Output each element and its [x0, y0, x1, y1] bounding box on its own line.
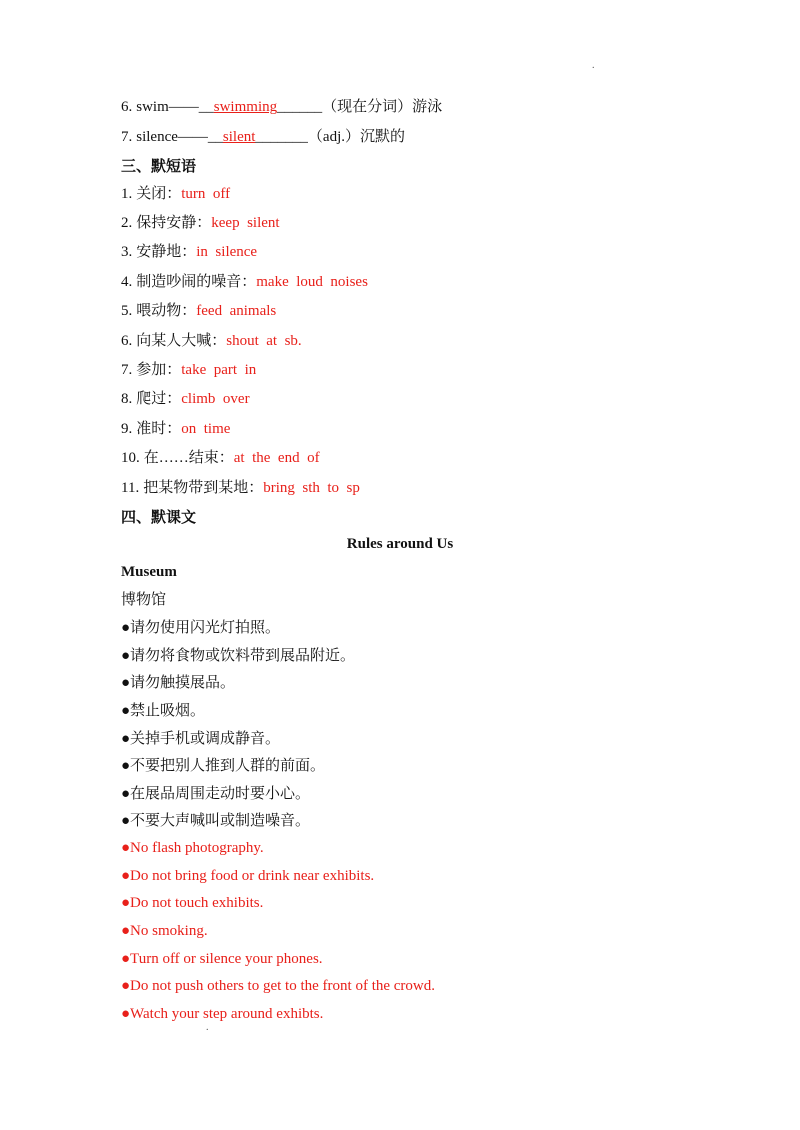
- answer-text: swimming: [213, 99, 278, 115]
- phrase-item: 3. 安静地：in silence: [121, 244, 258, 260]
- section-title: 四、默课文: [121, 508, 197, 526]
- rule-cn: ●关掉手机或调成静音。: [121, 731, 281, 747]
- phrase-item: 11. 把某物带到某地：bring sth to sp: [121, 480, 360, 496]
- rule-cn: ●请勿使用闪光灯拍照。: [121, 620, 281, 636]
- rule-en: ●Turn off or silence your phones.: [121, 951, 323, 967]
- rule-cn: ●在展品周围走动时要小心。: [121, 786, 311, 802]
- phrase-item: 10. 在……结束：at the end of: [121, 450, 320, 466]
- rule-en: ●No smoking.: [121, 923, 208, 939]
- rule-cn: ●不要把别人推到人群的前面。: [121, 758, 326, 774]
- word-form-item: 6. swim——__swimming______（现在分词）游泳: [121, 99, 443, 115]
- rule-cn: ●请勿触摸展品。: [121, 675, 236, 691]
- phrase-item: 8. 爬过：climb over: [121, 391, 250, 407]
- corner-mark: .: [592, 60, 595, 71]
- phrase-item: 4. 制造吵闹的噪音：make loud noises: [121, 274, 368, 290]
- passage-subheading: Museum: [121, 564, 177, 580]
- rule-en: ●Do not bring food or drink near exhibits.: [121, 868, 375, 884]
- rule-en: ●Watch your step around exhibts.: [121, 1006, 324, 1022]
- phrase-item: 2. 保持安静：keep silent: [121, 215, 280, 231]
- word-form-item: 7. silence——__silent_______（adj.）沉默的: [121, 129, 405, 145]
- phrase-item: 9. 准时：on time: [121, 421, 231, 437]
- phrase-item: 5. 喂动物：feed animals: [121, 303, 277, 319]
- rule-cn: ●不要大声喊叫或制造噪音。: [121, 813, 311, 829]
- rule-en: ●Do not touch exhibits.: [121, 895, 264, 911]
- passage-subheading-cn: 博物馆: [121, 592, 167, 608]
- rule-cn: ●请勿将食物或饮料带到展品附近。: [121, 648, 356, 664]
- passage-title: Rules around Us: [346, 536, 454, 552]
- phrase-item: 7. 参加：take part in: [121, 362, 257, 378]
- rule-en: ●No flash photography.: [121, 840, 264, 856]
- phrase-item: 1. 关闭：turn off: [121, 186, 231, 202]
- rule-cn: ●禁止吸烟。: [121, 703, 206, 719]
- section-title: 三、默短语: [121, 157, 197, 175]
- rule-en: ●Do not push others to get to the front of the crowd.: [121, 978, 436, 994]
- answer-text: silent: [222, 129, 256, 145]
- phrase-item: 6. 向某人大喊：shout at sb.: [121, 333, 302, 349]
- bottom-mark: .: [206, 1022, 209, 1033]
